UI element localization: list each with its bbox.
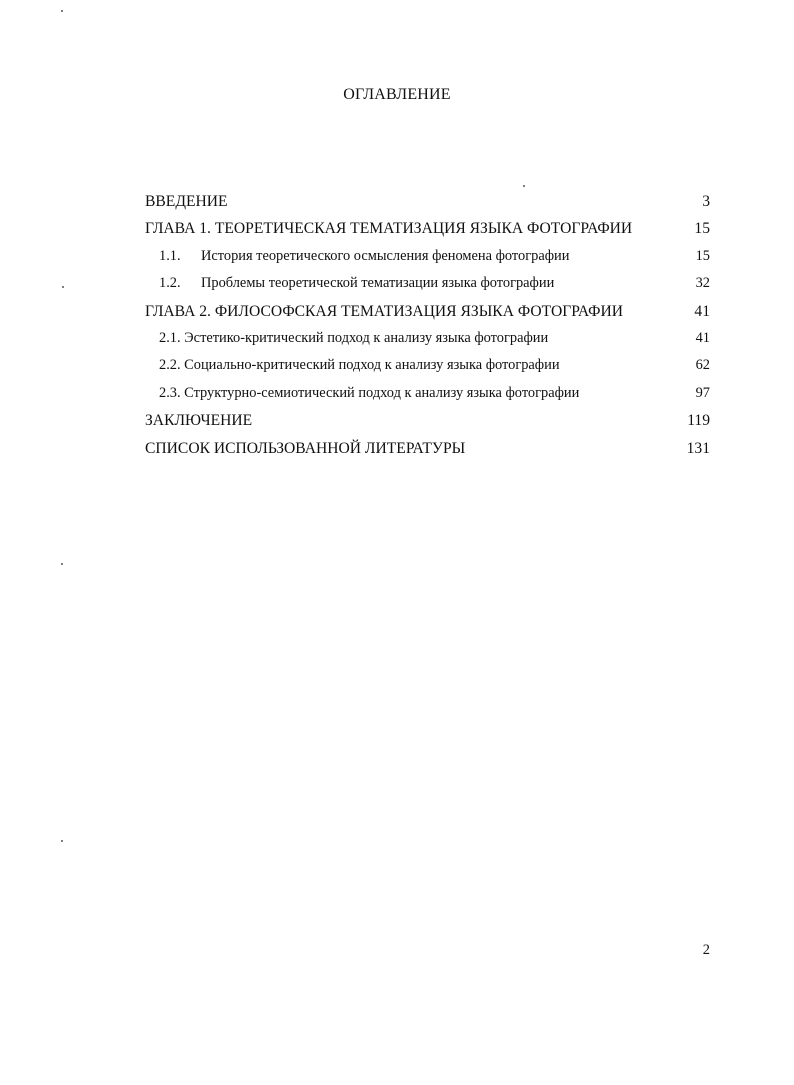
toc-entry-title: 2.2. Социально-критический подход к анализу языка фотографии: [159, 357, 560, 374]
toc-entry-title: ЗАКЛЮЧЕНИЕ: [145, 412, 253, 430]
toc-entry-title: 2.3. Структурно-семиотический подход к анализу языка фотографии: [159, 384, 580, 401]
toc-entry-page: 62: [695, 357, 710, 374]
toc-entry-page: 97: [695, 384, 710, 401]
scan-speck: [62, 286, 64, 288]
toc-entry-section-1-2[interactable]: [145, 270, 710, 297]
scan-speck: [61, 563, 63, 565]
toc-entry-title: ГЛАВА 1. ТЕОРЕТИЧЕСКАЯ ТЕМАТИЗАЦИЯ ЯЗЫКА ФОТОГРАФИИ: [145, 220, 633, 238]
toc-entry-page: 15: [694, 220, 710, 238]
page-number: 2: [702, 942, 710, 958]
toc-entry-page: 41: [695, 329, 710, 346]
toc-entry-section-2-2[interactable]: [145, 352, 710, 379]
toc-entry-page: 119: [687, 412, 710, 430]
toc-entry-title: Проблемы теоретической тематизации языка фотографии: [201, 275, 555, 292]
toc-entry-page: 3: [702, 193, 710, 210]
table-of-contents: [145, 188, 710, 462]
toc-entry-number: 1.1.: [159, 247, 181, 264]
toc-entry-section-1-1[interactable]: [145, 243, 710, 270]
toc-entry-bibliography[interactable]: [145, 435, 710, 462]
toc-entry-page: 32: [695, 275, 710, 292]
toc-entry-title: 2.1. Эстетико-критический подход к анализу языка фотографии: [159, 329, 549, 346]
toc-entry-title: История теоретического осмысления феномена фотографии: [201, 247, 570, 264]
toc-entry-section-2-1[interactable]: [145, 325, 710, 352]
toc-entry-chapter-2[interactable]: [145, 298, 710, 325]
toc-entry-conclusion[interactable]: [145, 407, 710, 434]
toc-entry-title: СПИСОК ИСПОЛЬЗОВАННОЙ ЛИТЕРАТУРЫ: [145, 439, 466, 457]
scan-speck: [61, 10, 63, 12]
toc-entry-title: ВВЕДЕНИЕ: [145, 193, 228, 210]
page-title: ОГЛАВЛЕНИЕ: [343, 86, 451, 103]
scan-speck: [61, 840, 63, 842]
toc-entry-number: 1.2.: [159, 275, 181, 292]
toc-entry-title: ГЛАВА 2. ФИЛОСОФСКАЯ ТЕМАТИЗАЦИЯ ЯЗЫКА ФОТОГРАФИИ: [145, 302, 624, 320]
toc-entry-page: 41: [694, 302, 710, 320]
toc-entry-section-2-3[interactable]: [145, 380, 710, 407]
toc-entry-page: 131: [686, 439, 710, 457]
toc-entry-chapter-1[interactable]: [145, 215, 710, 242]
scan-speck: [523, 185, 525, 187]
toc-entry-page: 15: [695, 247, 710, 264]
toc-entry-introduction[interactable]: [145, 188, 710, 215]
